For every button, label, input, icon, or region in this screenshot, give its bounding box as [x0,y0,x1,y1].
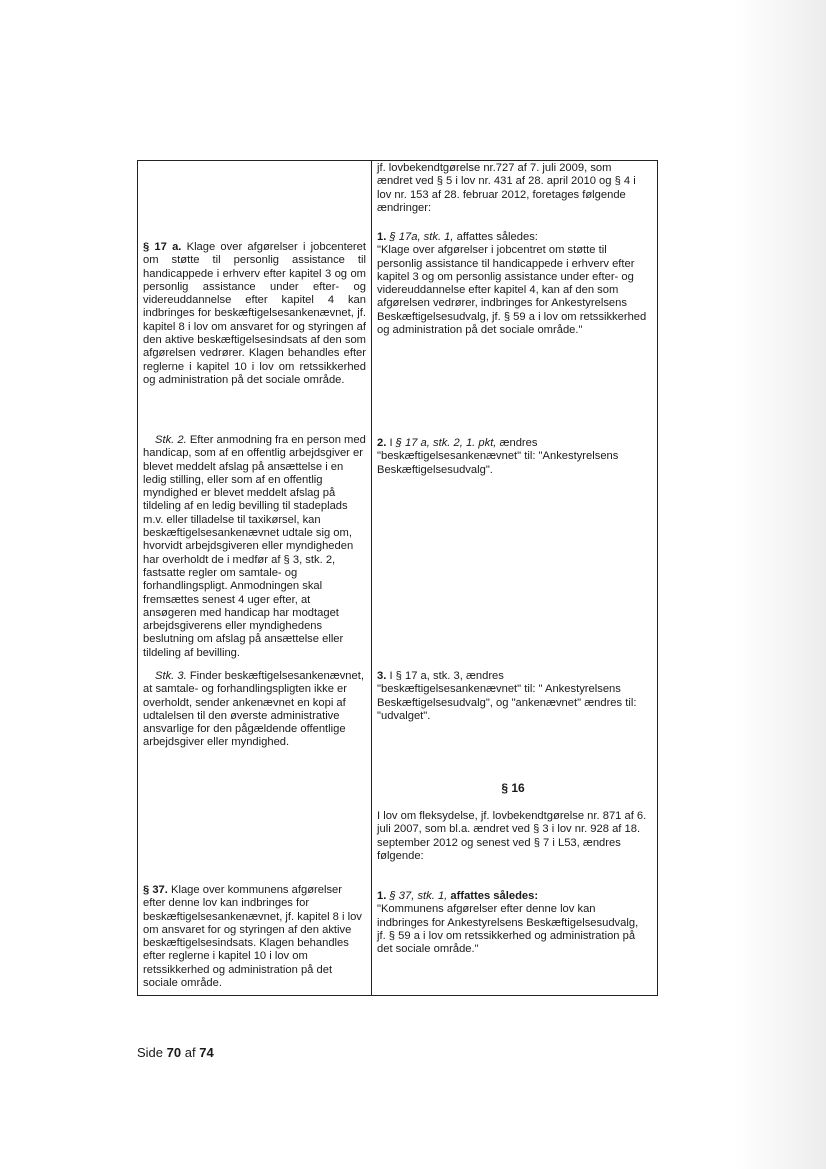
current-page: 70 [166,1045,182,1060]
paragraph-37 [143,884,366,990]
paragraph-text: Klage over kommunens afgørelser efter denne lov kan indbringes for beskæftigelsesankenævnet, jf. kapitel 8 i lov om ansvaret for og styringen af den aktive beskæftigelsesindsats. Klagen behandles efter reglerne i kapitel 10 i lov om retssikkerhed og administration på det sociale område. [143,884,362,990]
paragraph-number: § 17 a. [143,241,182,253]
column-divider [371,161,372,995]
amendment-item-2 [377,437,649,477]
total-pages: 74 [199,1045,214,1060]
section-16-intro: I lov om fleksydelse, jf. lovbekendtgørelse nr. 871 af 6. juli 2007, som bl.a. ændret ved § 3 i lov nr. 928 af 18. september 2012 og senest ved § 7 i L53, ændres følgende: [377,810,647,862]
item-number: 2. [377,437,387,449]
footer-prefix: Side [137,1045,164,1060]
paragraph-text: Klage over afgørelser i jobcenteret om støtte til personlig assistance til handicappede i erhverv efter kapitel 3 og om personlig assistance under efter- og videreuddannelse efter kapitel 4 kan indbringes for beskæftigelsesankenævnet, jf. kapitel 8 i lov om ansvaret for og styringen af den aktive beskæftigelsesindsats af den som afgørelsen vedrører. Klagen behandles efter reglerne i kapitel 10 i lov om retssikkerhed og administration på det sociale område. [143,241,366,386]
item-text: "Klage over afgørelser i jobcentret om støtte til personlig assistance til handicappede i erhverv efter kapitel 3 og om personlig assistance under efter- og videreuddannelse efter kapitel 4, kan af den som afgørelsen vedrører, indbringes for Ankestyrelsens Beskæftigelsesudvalg, jf. § 59 a i lov om retssikkerhed og administration på det sociale område." [377,244,647,337]
item-text: I § 17 a, stk. 3, ændres "beskæftigelsesankenævnet" til: " Ankestyrelsens Beskæftigelsesudvalg", og "ankenævnet" ændres til: "udvalget". [377,670,637,722]
item-reference: § 17 a, stk. 2, 1. pkt, [395,437,497,449]
footer-of: af [184,1045,196,1060]
item-text: "Kommunens afgørelser efter denne lov kan indbringes for Ankestyrelsens Beskæftigelsesudvalg, jf. § 59 a i lov om retssikkerhed og administration på det sociale område." [377,903,639,956]
item-number: 1. [377,231,387,243]
intro-text: jf. lovbekendtgørelse nr.727 af 7. juli 2009, som ændret ved § 5 i lov nr. 431 af 28. april 2010 og § 4 i lov nr. 153 af 28. februar 2012, foretages følgende ændringer: [377,162,636,214]
section-16-item-1 [377,890,649,956]
page-edge-shadow [736,0,826,1169]
amendment-item-1 [377,231,649,337]
amendment-item-3 [377,670,649,723]
stk-text: Efter anmodning fra en person med handicap, som af en offentlig arbejdsgiver er blevet meddelt afslag på ansættelse i en ledig stilling, eller som af en offentlig myndighed er blevet meddelt afslag på tildeling af en ledig bevilling til stadeplads m.v. eller tilladelse til taxikørsel, kan beskæftigelsesankenævnet udtale sig om, hvorvidt arbejdsgiveren eller myndigheden har overholdt de i medfør af § 3, stk. 2, fastsatte regler om samtale- og forhandlingspligt. Anmodningen skal fremsættes senest 4 uger efter, at ansøgeren med handicap har modtaget arbejdsgiverens eller myndighedens beslutning om afslag på ansættelse eller tildeling af bevilling. [143,434,366,659]
stk-label: Stk. 2. [155,434,187,446]
item-lead: affattes således: [456,231,538,243]
item-reference: § 17a, stk. 1, [389,231,454,243]
item-number: 1. [377,890,387,902]
paragraph-number: § 37. [143,884,168,896]
item-lead: affattes således: [450,890,539,902]
section-16-heading: § 16 [501,781,525,795]
page-number-footer [137,1045,214,1060]
item-reference: § 37, stk. 1, [389,890,448,902]
item-number: 3. [377,670,387,682]
paragraph-17a [143,241,366,387]
stk-text: Finder beskæftigelsesankenævnet, at samtale- og forhandlingspligten ikke er overholdt, sender ankenævnet en kopi af udtalelsen til den øverste administrative ansvarlige for den pågældende offentlige arbejdsgiver eller myndighed. [143,670,364,749]
stk-label: Stk. 3. [155,670,187,682]
item-text: ændres "beskæftigelsesankenævnet" til: "Ankestyrelsens Beskæftigelsesudvalg". [377,437,619,476]
item-prefix: I [389,437,393,449]
comparison-table [137,160,658,996]
paragraph-17a-stk2 [143,434,366,660]
paragraph-17a-stk3 [143,670,366,750]
